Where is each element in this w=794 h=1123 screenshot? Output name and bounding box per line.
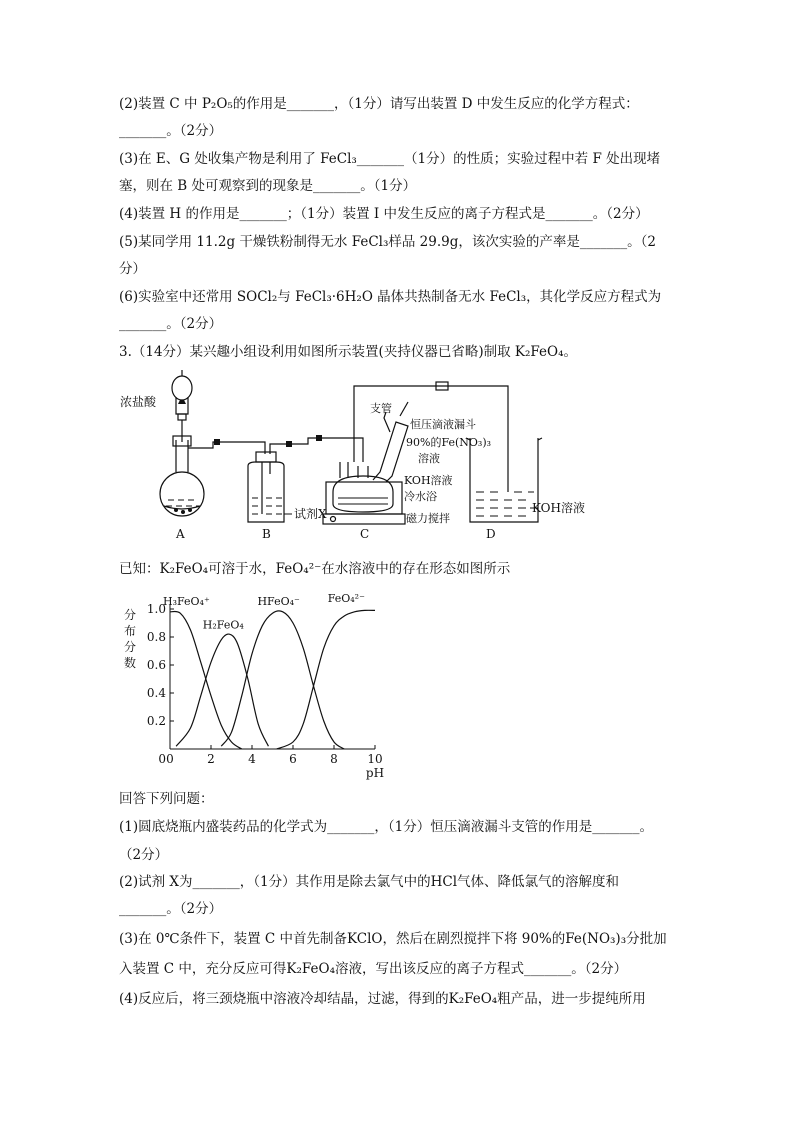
text-line: (3)在 0℃条件下，装置 C 中首先制备KClO，然后在剧烈搅拌下将 90%的Fe(NO₃)₃分批加 bbox=[119, 931, 667, 947]
label-d: D bbox=[486, 527, 496, 541]
text-line: （2分） bbox=[119, 847, 169, 863]
label-koh-d: KOH溶液 bbox=[532, 501, 585, 515]
y-axis-label: 布 bbox=[123, 624, 137, 638]
y-tick-label: 0.2 bbox=[146, 714, 166, 728]
origin-label: 0 bbox=[158, 752, 166, 766]
distribution-chart bbox=[118, 585, 408, 785]
text-line: (5)某同学用 11.2g 干燥铁粉制得无水 FeCl₃样品 29.9g，该次实验的产率是_______。（2 bbox=[119, 234, 656, 250]
label-reagent-x: 试剂X bbox=[294, 507, 327, 521]
question-3-title: 3.（14分）某兴趣小组设利用如图所示装置(夹持仪器已省略)制取 K₂FeO₄。 bbox=[119, 344, 577, 360]
label-c: C bbox=[360, 527, 370, 541]
text-line: 分） bbox=[119, 261, 146, 277]
series-label: HFeO₄⁻ bbox=[257, 594, 300, 608]
label-fe-solution-2: 溶液 bbox=[418, 452, 440, 465]
text-line: 入装置 C 中，充分反应可得K₂FeO₄溶液，写出该反应的离子方程式_______。（2分） bbox=[119, 961, 628, 977]
label-koh-c: KOH溶液 bbox=[404, 474, 453, 487]
text-line: (3)在 E、G 处收集产物是利用了 FeCl₃_______（1分）的性质；实验过程中若 F 处出现堵 bbox=[119, 151, 661, 167]
label-b: B bbox=[262, 527, 271, 541]
text-line: _______。（2分） bbox=[119, 901, 223, 917]
y-tick-label: 0.8 bbox=[146, 630, 166, 644]
series-line bbox=[176, 634, 268, 746]
text-line: _______。（2分） bbox=[119, 123, 223, 139]
x-axis-label: pH bbox=[365, 766, 385, 780]
label-a: A bbox=[176, 527, 185, 541]
series-label: FeO₄²⁻ bbox=[327, 592, 365, 605]
x-tick-label: 10 bbox=[367, 752, 383, 766]
series-label: H₃FeO₄⁺ bbox=[163, 594, 210, 608]
label-stirring: 磁力搅拌 bbox=[406, 512, 450, 525]
text-line: (4)装置 H 的作用是_______；（1分）装置 I 中发生反应的离子方程式是_______。（2分） bbox=[119, 206, 649, 222]
text-line: (6)实验室中还常用 SOCl₂与 FeCl₃·6H₂O 晶体共热制备无水 FeCl₃，其化学反应方程式为 bbox=[119, 289, 662, 305]
y-axis-label: 分 bbox=[123, 608, 137, 622]
text-line: (2)装置 C 中 P₂O₅的作用是_______，（1分）请写出装置 D 中发生反应的化学方程式： bbox=[119, 96, 639, 112]
y-tick-label: 0.6 bbox=[146, 658, 166, 672]
label-acid: 浓盐酸 bbox=[120, 395, 157, 409]
apparatus-diagram bbox=[118, 362, 608, 542]
text-line: 塞，则在 B 处可观察到的现象是_______。（1分） bbox=[119, 178, 417, 194]
series-label: H₂FeO₄ bbox=[202, 618, 244, 632]
y-tick-label: 1.0 bbox=[146, 602, 166, 616]
series-line bbox=[277, 610, 375, 749]
label-side-tube: 支管 bbox=[370, 402, 392, 415]
text-line: 回答下列问题： bbox=[119, 791, 214, 807]
text-line: (4)反应后，将三颈烧瓶中溶液冷却结晶，过滤，得到的K₂FeO₄粗产品，进一步提纯所用 bbox=[119, 991, 646, 1007]
y-axis-label: 数 bbox=[123, 656, 137, 670]
text-line: (1)圆底烧瓶内盛装药品的化学式为_______，（1分）恒压滴液漏斗支管的作用是_______。 bbox=[119, 819, 653, 835]
known-line: 已知：K₂FeO₄可溶于水，FeO₄²⁻在水溶液中的存在形态如图所示 bbox=[119, 561, 511, 577]
x-tick-label: 6 bbox=[289, 752, 297, 766]
x-tick-label: 8 bbox=[330, 752, 338, 766]
text-line: _______。（2分） bbox=[119, 316, 223, 332]
label-cold-bath: 冷水浴 bbox=[404, 490, 437, 503]
label-funnel: 恒压滴液漏斗 bbox=[410, 418, 476, 431]
x-tick-label: 2 bbox=[207, 752, 215, 766]
text-line: (2)试剂 X为_______，（1分）其作用是除去氯气中的HCl气体、降低氯气的溶解度和 bbox=[119, 874, 620, 890]
y-tick-label: 0.4 bbox=[146, 686, 166, 700]
label-fe-solution: 90%的Fe(NO₃)₃ bbox=[406, 436, 492, 449]
y-axis-label: 分 bbox=[123, 640, 137, 654]
series-line bbox=[221, 611, 344, 749]
x-tick-label: 4 bbox=[248, 752, 256, 766]
x-tick-label: 0 bbox=[166, 752, 174, 766]
